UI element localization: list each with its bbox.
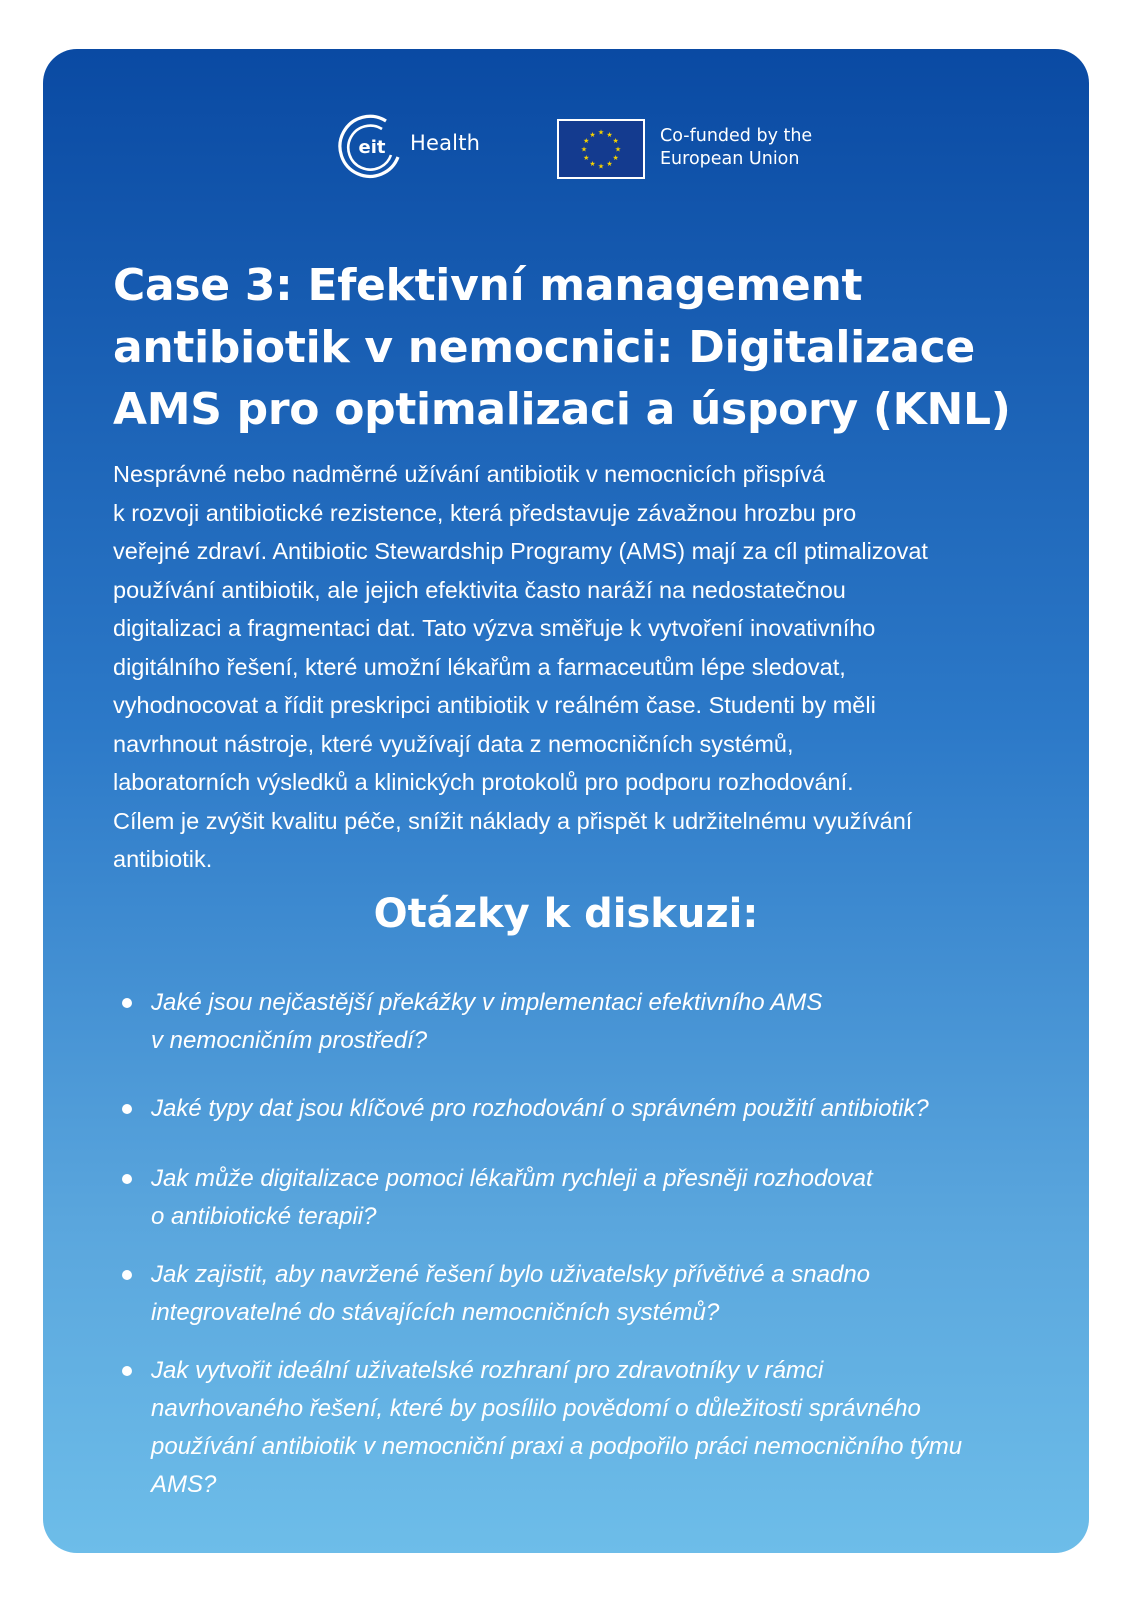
question-text: Jak vytvořit ideální uživatelské rozhraní pro zdravotníky v rámci navrhovaného řešení, které by posílilo povědomí o důležitosti správného používání antibiotik v nemocniční praxi a podpořilo práci nemocničního týmu AMS? (151, 1357, 963, 1498)
logo-bar (43, 111, 1089, 181)
eu-cofunding-logo (557, 119, 857, 181)
bullet-icon (122, 1174, 132, 1184)
bullet-icon (122, 998, 132, 1008)
eu-star-icon: ★ (589, 161, 596, 169)
discussion-heading: Otázky k diskuzi: (373, 891, 759, 937)
eu-star-icon: ★ (612, 138, 619, 145)
eu-star-icon: ★ (589, 131, 596, 139)
eu-star-icon: ★ (606, 131, 613, 139)
eit-health-logo (338, 111, 508, 181)
eu-star-icon: ★ (606, 161, 613, 169)
question-text: Jaké jsou nejčastější překážky v implementaci efektivního AMS v nemocničním prostředí? (151, 989, 823, 1054)
question-text: Jaké typy dat jsou klíčové pro rozhodování o správném použití antibiotik? (151, 1095, 929, 1122)
eu-star-icon: ★ (583, 155, 590, 162)
eu-star-icon: ★ (614, 146, 622, 154)
eu-text-line-1: Co-funded by the (660, 126, 813, 146)
bullet-icon (122, 1366, 132, 1376)
intro-paragraph: Nesprávné nebo nadměrné užívání antibiotik v nemocnicích přispívá k rozvoji antibiotické rezistence, která představuje závažnou hrozbu pro veřejné zdraví. Antibiotic Stewardship Programy (AMS) mají za cíl ptimalizovat používání antibiotik, ale jejich efektivita často naráží na nedostatečnou digitalizaci a fragmentaci dat. Tato výzva směřuje k vytvoření inovativního digitálního řešení, které umožní lékařům a farmaceutům lépe sledovat, vyhodnocovat a řídit preskripci antibiotik v reálném čase. Studenti by měli navrhnout nástroje, které využívají data z nemocničních systémů, laboratorních výsledků a klinických protokolů pro podporu rozhodování. Cílem je zvýšit kvalitu péče, snížit náklady a přispět k udržitelnému využívání antibiotik. (113, 461, 928, 872)
eit-logo-icon (338, 111, 408, 181)
page-title: Case 3: Efektivní management antibiotik v nemocnici: Digitalizace AMS pro optimalizaci a úspory (KNL) (113, 260, 1011, 435)
eu-star-icon: ★ (612, 155, 619, 162)
eu-flag-icon (557, 119, 645, 179)
eu-star-icon: ★ (583, 138, 590, 145)
info-card (43, 49, 1089, 1553)
eit-mark: eit (358, 137, 386, 158)
eu-star-icon: ★ (597, 163, 605, 171)
question-text: Jak zajistit, aby navržené řešení bylo uživatelsky přívětivé a snadno integrovatelné do stávajících nemocničních systémů? (151, 1261, 871, 1326)
eu-cofunding-text (660, 125, 812, 171)
bullet-icon (122, 1270, 132, 1280)
eu-star-icon: ★ (580, 146, 588, 154)
eu-star-icon: ★ (597, 129, 605, 137)
eu-text-line-2: European Union (660, 149, 800, 169)
eit-health-name: Health (410, 131, 481, 155)
bullet-icon (122, 1104, 132, 1114)
question-text: Jak může digitalizace pomoci lékařům rychleji a přesněji rozhodovat o antibiotické terapii? (151, 1165, 873, 1230)
